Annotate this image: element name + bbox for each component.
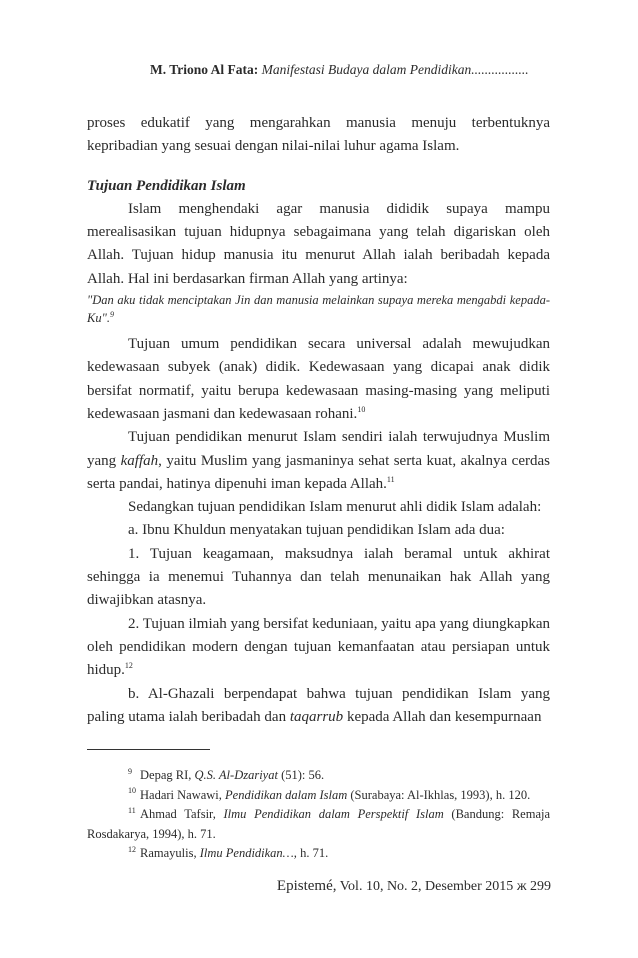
- paragraph-3-text: Tujuan umum pendidikan secara universal adalah mewujudkan kedewasaan subyek (anak) didik. Kedewasaan yang dicapai anak didik bersifat normatif, yaitu berupa kedewasaan masing-masing yang meliputi kedewasaan jasmani dan kedewasaan rohani.: [87, 336, 550, 422]
- footnote-10: 10 Hadari Nawawi, Pendidikan dalam Islam (Surabaya: Al-Ikhlas, 1993), h. 120.: [128, 786, 531, 802]
- paragraph-9: [87, 683, 550, 730]
- footnotes: [87, 766, 550, 864]
- footnote-separator: [87, 749, 210, 750]
- footnote-11: 11 Ahmad Tafsir, Ilmu Pendidikan dalam Perspektif Islam (Bandung: Remaja Rosdakarya, 1994), h. 71.: [87, 805, 551, 841]
- footnote-text: h. 71.: [296, 846, 329, 860]
- paragraph-9-text-a: b. Al-Ghazali berpendapat bahwa tujuan pendidikan Islam yang paling utama ialah beribadah dan: [87, 685, 550, 725]
- paragraph-1: proses edukatif yang mengarahkan manusia menuju terbentuknya kepribadian yang sesuai dengan nilai-nilai luhur agama Islam.: [87, 115, 550, 155]
- paragraph-5: Sedangkan tujuan pendidikan Islam menurut ahli didik Islam adalah:: [128, 499, 542, 516]
- journal-volume: Vol. 10, No. 2, Desember 2015: [336, 879, 517, 894]
- footnote-9: 9 Depag RI, Q.S. Al-Dzariyat (51): 56.: [128, 766, 325, 782]
- body-text: [87, 112, 550, 729]
- paragraph-2-text: Islam menghendaki agar manusia dididik supaya mampu merealisasikan tujuan hidupnya sebagaimana yang telah digariskan oleh Allah. Tujuan hidup manusia itu menurut Allah ialah beribadah kepada Allah. Hal ini berdasarkan firman Allah yang artinya:: [87, 200, 550, 287]
- quran-verse: [87, 291, 550, 327]
- separator-mark: ж: [516, 879, 527, 894]
- paragraph-4-text-a: Tujuan pendidikan menurut Islam sendiri ialah terwujudnya Muslim yang: [87, 429, 550, 469]
- footnote-text: (Bandung: Remaja Rosdakarya, 1994), h. 71.: [87, 807, 551, 841]
- journal-name: Epistemé,: [276, 878, 337, 894]
- term-taqarrub: taqarrub: [289, 708, 344, 725]
- footnote-title: Q.S. Al-Dzariyat: [194, 768, 278, 782]
- paragraph-2: [87, 198, 550, 291]
- footnote-text: Hadari Nawawi,: [140, 787, 226, 802]
- page-number: 299: [526, 879, 551, 894]
- footnote-title: Ilmu Pendidikan…,: [199, 846, 297, 860]
- term-kaffah: kaffah: [120, 452, 159, 469]
- section-heading: Tujuan Pendidikan Islam: [87, 177, 246, 194]
- footnote-title: Pendidikan dalam Islam: [225, 787, 348, 802]
- paragraph-4: [87, 426, 550, 496]
- footnote-text: Ramayulis,: [140, 846, 200, 860]
- header-author: M. Triono Al Fata:: [150, 62, 259, 77]
- footnote-ref-11[interactable]: 11: [386, 474, 395, 484]
- footnote-text: Depag RI,: [140, 768, 195, 782]
- footnote-ref-12[interactable]: 12: [124, 661, 133, 671]
- paragraph-4-text-b: , yaitu Muslim yang jasmaninya sehat serta kuat, akalnya cerdas serta pandai, hatinya dipenuhi iman kepada Allah.: [87, 452, 550, 492]
- paragraph-7: 1. Tujuan keagamaan, maksudnya ialah beramal untuk akhirat sehingga ia menemui Tuhannya dan telah menunaikan hak Allah yang diwajibkan atasnya.: [87, 545, 550, 609]
- paragraph-6: a. Ibnu Khuldun menyatakan tujuan pendidikan Islam ada dua:: [128, 522, 505, 539]
- footnote-text: Ahmad Tafsir,: [140, 807, 224, 821]
- paragraph-8: [87, 613, 550, 683]
- footnote-ref-9[interactable]: 9: [109, 309, 114, 319]
- verse-text: "Dan aku tidak menciptakan Jin dan manusia melainkan supaya mereka mengabdi kepada-Ku".: [87, 293, 550, 326]
- paragraph-8-text: 2. Tujuan ilmiah yang bersifat keduniaan, yaitu apa yang diungkapkan oleh pendidikan modern dengan tujuan kemanfaatan atau persiapan untuk hidup.: [87, 615, 550, 679]
- footnote-text: (Surabaya: Al-Ikhlas, 1993), h. 120.: [347, 787, 531, 802]
- running-header: [150, 62, 550, 78]
- paragraph-3: [87, 333, 550, 426]
- header-title: Manifestasi Budaya dalam Pendidikan.................: [261, 62, 529, 77]
- footnote-text: (51): 56.: [277, 768, 325, 782]
- footnote-12: 12 Ramayulis, Ilmu Pendidikan…, h. 71.: [128, 844, 329, 860]
- page-footer: [277, 878, 551, 895]
- paragraph-9-text-b: kepada Allah dan kesempurnaan: [343, 708, 542, 725]
- footnote-ref-10[interactable]: 10: [357, 404, 366, 414]
- footnote-title: Ilmu Pendidikan dalam Perspektif Islam: [223, 807, 444, 821]
